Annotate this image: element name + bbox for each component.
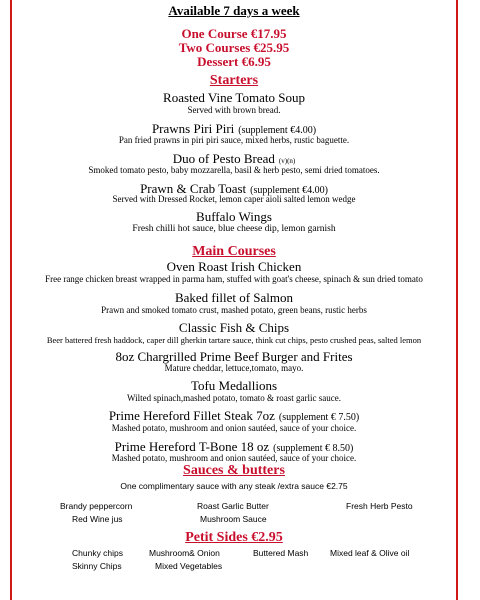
main-desc: Free range chicken breast wrapped in parma ham, stuffed with goat's cheese, spinach & sun dried tomato	[45, 274, 423, 284]
main-name: Baked fillet of Salmon	[174, 290, 294, 305]
main-supplement: (supplement € 7.50)	[278, 412, 360, 423]
sauce-item: Red Wine jus	[72, 514, 123, 524]
starter-desc: Served with Dressed Rocket, lemon caper aioli salted lemon wedge	[112, 194, 356, 204]
starter-name: Buffalo Wings	[196, 209, 272, 224]
starter-name: Prawns Piri Piri	[151, 121, 235, 136]
starter-desc: Pan fried prawns in piri piri sauce, mixed herbs, rustic baguette.	[118, 135, 350, 145]
starter-desc: Smoked tomato pesto, baby mozzarella, basil & herb pesto, semi dried tomatoes.	[88, 165, 380, 175]
main-name: Oven Roast Irish Chicken	[166, 259, 302, 274]
availability-heading: Available 7 days a week	[168, 3, 300, 18]
side-item: Mixed leaf & Olive oil	[330, 548, 410, 558]
main-name: Prime Hereford Fillet Steak 7oz	[108, 408, 275, 423]
sauce-item: Brandy peppercorn	[60, 501, 133, 511]
sauces-note: One complimentary sauce with any steak /extra sauce €2.75	[120, 481, 348, 491]
starter-name: Roasted Vine Tomato Soup	[163, 90, 305, 105]
starter-diet-marks: (v)(n)	[278, 157, 296, 165]
main-name: Classic Fish & Chips	[178, 320, 290, 335]
main-name: 8oz Chargrilled Prime Beef Burger and Frites	[115, 349, 353, 364]
starter-supplement: (supplement €4.00)	[250, 185, 328, 196]
side-item: Mixed Vegetables	[155, 561, 223, 571]
side-item: Chunky chips	[72, 548, 124, 558]
side-item: Mushroom& Onion	[149, 548, 220, 558]
starter-desc: Served with brown bread.	[187, 105, 281, 115]
sauce-item: Mushroom Sauce	[200, 514, 267, 524]
main-desc: Wilted spinach,mashed potato, tomato & roast garlic sauce.	[126, 393, 342, 403]
sauce-item: Fresh Herb Pesto	[346, 501, 413, 511]
starter-desc: Fresh chilli hot sauce, blue cheese dip, lemon garnish	[132, 224, 336, 234]
starter-name: Prawn & Crab Toast	[140, 181, 247, 196]
starters-heading: Starters	[209, 73, 259, 88]
price-two-courses: Two Courses €25.95	[178, 40, 290, 55]
starter-supplement: (supplement €4.00)	[238, 125, 317, 136]
sauce-item: Roast Garlic Butter	[197, 501, 269, 511]
price-dessert: Dessert €6.95	[197, 54, 271, 69]
main-desc: Prawn and smoked tomato crust, mashed potato, green beans, rustic herbs	[101, 305, 367, 315]
main-courses-heading: Main Courses	[192, 244, 276, 259]
main-supplement: (supplement € 8.50)	[273, 443, 354, 454]
main-desc: Beer battered fresh haddock, caper dill gherkin tartare sauce, think cut chips, pesto crushed peas, salted lemon	[46, 335, 422, 345]
main-desc: Mashed potato, mushroom and onion sautéed, sauce of your choice.	[111, 453, 357, 463]
main-name: Prime Hereford T-Bone 18 oz	[114, 439, 270, 454]
main-desc: Mature cheddar, lettuce,tomato, mayo.	[164, 363, 304, 373]
main-name: Tofu Medallions	[190, 378, 278, 393]
starter-name: Duo of Pesto Bread	[172, 151, 275, 166]
price-one-course: One Course €17.95	[181, 26, 287, 41]
side-item: Skinny Chips	[72, 561, 122, 571]
side-item: Buttered Mash	[253, 548, 309, 558]
sauces-heading: Sauces & butters	[183, 463, 285, 478]
main-desc: Mashed potato, mushroom and onion sautéed, sauce of your choice.	[111, 423, 357, 433]
petit-sides-heading: Petit Sides €2.95	[185, 530, 283, 545]
